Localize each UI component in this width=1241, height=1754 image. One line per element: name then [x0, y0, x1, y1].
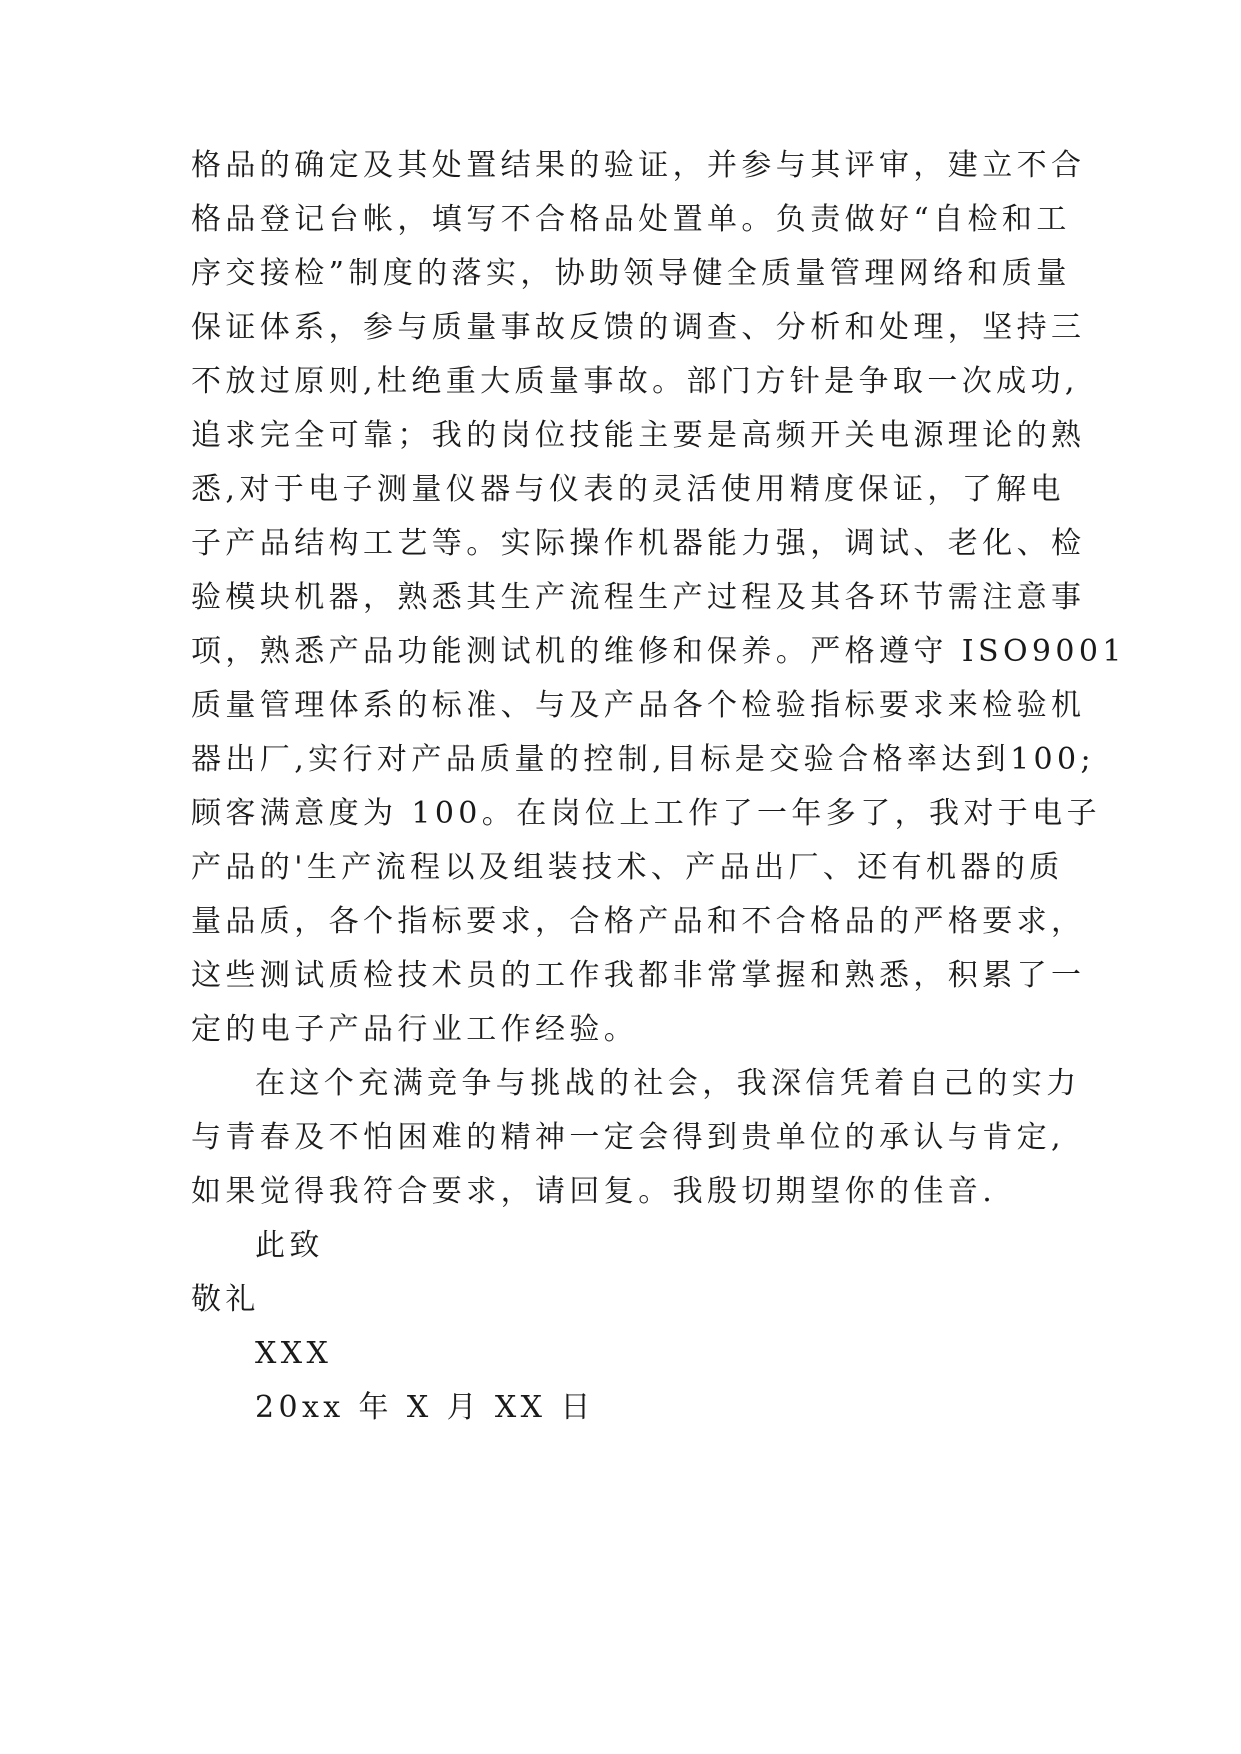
body-text-line: 如果觉得我符合要求，请回复。我殷切期望你的佳音. [191, 1174, 997, 1209]
body-text-line: 格品登记台帐，填写不合格品处置单。负责做好“自检和工 [191, 202, 1071, 237]
salutation-text: 敬礼 [191, 1282, 260, 1317]
body-text-line: 与青春及不怕困难的精神一定会得到贵单位的承认与肯定, [191, 1120, 1065, 1155]
body-text-line: 定的电子产品行业工作经验。 [191, 1012, 639, 1047]
body-text-line: 保证体系，参与质量事故反馈的调查、分析和处理，坚持三 [191, 310, 1086, 345]
body-text-line: 产品的'生产流程以及组装技术、产品出厂、还有机器的质 [191, 850, 1064, 885]
body-text-line: 追求完全可靠；我的岗位技能主要是高频开关电源理论的熟 [191, 418, 1086, 453]
signature-name: XXX [255, 1336, 333, 1371]
paragraph-first-line: 在这个充满竞争与挑战的社会，我深信凭着自己的实力 [255, 1066, 1081, 1101]
body-text-line: 悉,对于电子测量仪器与仪表的灵活使用精度保证，了解电 [191, 472, 1065, 507]
body-text-line: 不放过原则,杜绝重大质量事故。部门方针是争取一次成功, [191, 364, 1079, 399]
body-text-line: 这些测试质检技术员的工作我都非常掌握和熟悉，积累了一 [191, 958, 1086, 993]
signature-date: 20xx 年 X 月 XX 日 [255, 1390, 595, 1425]
body-text-line: 质量管理体系的标准、与及产品各个检验指标要求来检验机 [191, 688, 1086, 723]
body-text-line: 顾客满意度为 100。在岗位上工作了一年多了，我对于电子 [191, 796, 1101, 831]
body-text-line: 格品的确定及其处置结果的验证，并参与其评审，建立不合 [191, 148, 1086, 183]
closing-text: 此致 [255, 1228, 324, 1263]
body-text-line: 序交接检”制度的落实，协助领导健全质量管理网络和质量 [191, 256, 1071, 291]
body-text-line: 量品质，各个指标要求，合格产品和不合格品的严格要求， [191, 904, 1086, 939]
body-text-line: 项，熟悉产品功能测试机的维修和保养。严格遵守 ISO9001 [191, 634, 1126, 669]
body-text-line: 器出厂,实行对产品质量的控制,目标是交验合格率达到100; [191, 742, 1096, 777]
body-text-line: 验模块机器，熟悉其生产流程生产过程及其各环节需注意事 [191, 580, 1086, 615]
body-text-line: 子产品结构工艺等。实际操作机器能力强，调试、老化、检 [191, 526, 1086, 561]
